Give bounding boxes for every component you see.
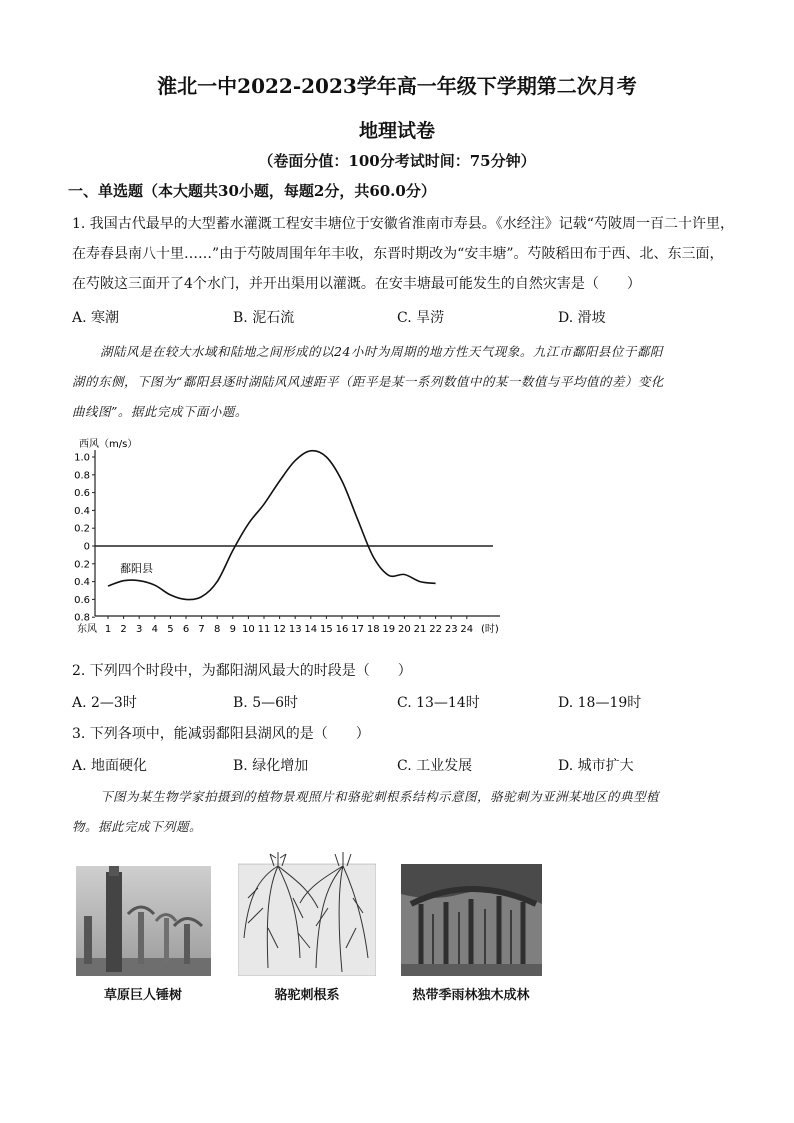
y-tick-label: 0.4 bbox=[74, 505, 90, 517]
q2-stem: 2. 下列四个时段中，为鄱阳湖风最大的时段是（ ） bbox=[72, 663, 412, 679]
exam-title: 淮北一中2022-2023学年高一年级下学期第二次月考 bbox=[157, 74, 637, 98]
intro-line: 湖陆风是在较大水域和陆地之间形成的以24小时为周期的地方性天气现象。九江市鄱阳县位于鄱阳 bbox=[100, 344, 663, 359]
x-tick-label: 17 bbox=[351, 624, 364, 635]
x-tick-label: 23 bbox=[444, 624, 458, 635]
x-tick-label: 12 bbox=[273, 624, 286, 635]
x-tick-label: 14 bbox=[304, 624, 318, 635]
x-tick-label: 8 bbox=[214, 624, 221, 635]
q3-option-b: B. 绿化增加 bbox=[233, 758, 309, 774]
figure-caption: 骆驼刺根系 bbox=[274, 988, 340, 1003]
q1-line: 在寿春县南八十里……”由于芍陂周围年年丰收，东晋时期改为“安丰塘”。芍陂稻田布于西、北、东三面， bbox=[72, 246, 724, 262]
x-tick-label: 18 bbox=[366, 624, 380, 635]
y-tick-label: 1.0 bbox=[74, 452, 90, 464]
q3-option-d: D. 城市扩大 bbox=[558, 758, 634, 774]
q3-stem: 3. 下列各项中，能减弱鄱阳县湖风的是（ ） bbox=[72, 726, 370, 742]
q2-option-c: C. 13—14时 bbox=[397, 695, 480, 711]
x-tick-label: 4 bbox=[151, 624, 158, 635]
baobab-photo bbox=[76, 866, 211, 976]
y-tick-label: 0.6 bbox=[74, 594, 90, 606]
x-tick-label: 16 bbox=[335, 624, 349, 635]
series-line-poyang bbox=[108, 451, 436, 600]
figure-caption: 热带季雨林独木成林 bbox=[412, 988, 530, 1003]
y-tick-label: 0.4 bbox=[74, 577, 90, 589]
q1-line: 1. 我国古代最早的大型蓄水灌溉工程安丰塘位于安徽省淮南市寿县。《水经注》记载“芍陂周一百二十许里， bbox=[72, 216, 734, 232]
x-tick-label: 1 bbox=[104, 624, 112, 635]
x-tick-label: 24 bbox=[460, 624, 474, 635]
q1-option-c: C. 旱涝 bbox=[397, 310, 445, 326]
y-tick-label: 0 bbox=[83, 541, 90, 553]
y-tick-label: 0.8 bbox=[74, 612, 90, 624]
q2-option-b: B. 5—6时 bbox=[233, 695, 299, 711]
figure-caption: 草原巨人锤树 bbox=[103, 988, 182, 1003]
q1-option-a: A. 寒潮 bbox=[72, 310, 120, 326]
x-tick-label: 19 bbox=[382, 624, 396, 635]
q1-option-b: B. 泥石流 bbox=[233, 310, 295, 326]
x-tick-label: 9 bbox=[229, 624, 236, 635]
q1-option-d: D. 滑坡 bbox=[558, 310, 606, 326]
q2-option-a: A. 2—3时 bbox=[72, 695, 137, 711]
camel-thorn-root-diagram bbox=[238, 848, 376, 976]
exam-meta: （卷面分值：100分考试时间：75分钟） bbox=[258, 152, 536, 170]
x-tick-label: 7 bbox=[198, 624, 205, 635]
x-tick-label: 13 bbox=[288, 624, 302, 635]
x-tick-label: 10 bbox=[242, 624, 255, 635]
wind-chart bbox=[60, 430, 510, 640]
y-tick-label: 0.2 bbox=[74, 523, 90, 535]
x-tick-label: 15 bbox=[320, 624, 333, 635]
intro-line: 物。据此完成下列题。 bbox=[72, 819, 203, 834]
y-axis-label-top: 西风（m/s） bbox=[79, 439, 138, 450]
intro-line: 湖的东侧，下图为“鄱阳县逐时湖陆风风速距平（距平是某一系列数值中的某一数值与平均值的差）变化 bbox=[72, 374, 664, 389]
series-label: 鄱阳县 bbox=[120, 562, 153, 575]
y-tick-label: 0.2 bbox=[74, 559, 90, 571]
x-tick-label: 11 bbox=[257, 624, 271, 635]
x-tick-label: 5 bbox=[167, 624, 174, 635]
section-heading: 一、单选题（本大题共30小题，每题2分，共60.0分） bbox=[68, 182, 436, 200]
x-tick-label: 21 bbox=[413, 624, 427, 635]
x-tick-label: 2 bbox=[120, 624, 127, 635]
x-tick-label: 6 bbox=[182, 624, 190, 635]
y-axis-label-bottom: 东风 bbox=[77, 624, 97, 635]
banyan-forest-photo bbox=[401, 864, 542, 976]
x-axis-unit: (时) bbox=[481, 624, 499, 635]
x-tick-label: 22 bbox=[429, 624, 442, 635]
q2-option-d: D. 18—19时 bbox=[558, 695, 642, 711]
x-tick-label: 3 bbox=[136, 624, 143, 635]
intro-line: 曲线图”。据此完成下面小题。 bbox=[72, 404, 248, 419]
q1-line: 在芍陂这三面开了4个水门，并开出渠用以灌溉。在安丰塘最可能发生的自然灾害是（ ） bbox=[72, 276, 641, 292]
y-tick-label: 0.8 bbox=[74, 470, 90, 482]
y-tick-label: 0.6 bbox=[74, 488, 90, 500]
exam-subject: 地理试卷 bbox=[358, 120, 435, 142]
q3-option-a: A. 地面硬化 bbox=[72, 758, 148, 774]
x-tick-label: 20 bbox=[398, 624, 411, 635]
intro-line: 下图为某生物学家拍摄到的植物景观照片和骆驼刺根系结构示意图，骆驼刺为亚洲某地区的典型植 bbox=[100, 789, 660, 804]
q3-option-c: C. 工业发展 bbox=[397, 758, 473, 774]
